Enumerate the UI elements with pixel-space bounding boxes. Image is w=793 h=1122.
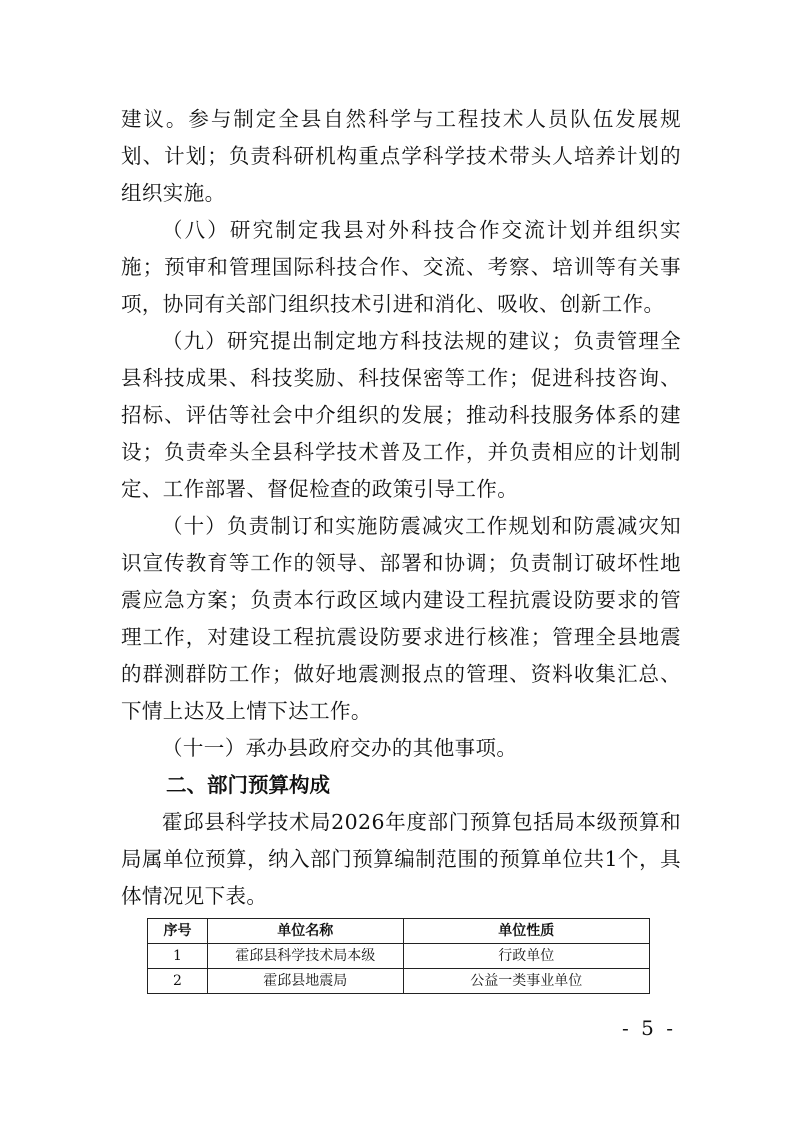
budget-units-table <box>147 918 650 994</box>
cell-index: 1 <box>148 944 208 969</box>
section-heading: 二、部门预算构成 <box>166 773 330 797</box>
paragraph-item-10: （十）负责制订和实施防震减灾工作规划和防震减灾知识宣传教育等工作的领导、部署和协调；负责制订破坏性地震应急方案；负责本行政区域内建设工程抗震设防要求的管理工作，对建设工程抗震设防要求进行核准；管理全县地震的群测群防工作；做好地震测报点的管理、资料收集汇总、下情上达及上情下达工作。 <box>121 514 681 723</box>
cell-unit-name: 霍邱县地震局 <box>207 969 403 994</box>
intro-paragraph: 霍邱县科学技术局2026年度部门预算包括局本级预算和局属单位预算，纳入部门预算编制范围的预算单位共1个，具体情况见下表。 <box>121 810 681 908</box>
paragraph-item-11: （十一）承办县政府交办的其他事项。 <box>162 736 518 760</box>
page-number: - 5 - <box>622 1016 676 1040</box>
header-unit-name: 单位名称 <box>207 919 403 944</box>
cell-unit-name: 霍邱县科学技术局本级 <box>207 944 403 969</box>
cell-unit-type: 公益一类事业单位 <box>403 969 650 994</box>
paragraph-item-8: （八）研究制定我县对外科技合作交流计划并组织实施；预审和管理国际科技合作、交流、考察、培训等有关事项，协同有关部门组织技术引进和消化、吸收、创新工作。 <box>121 218 681 316</box>
cell-unit-type: 行政单位 <box>403 944 650 969</box>
table-row <box>148 944 650 969</box>
cell-index: 2 <box>148 969 208 994</box>
paragraph-item-9: （九）研究提出制定地方科技法规的建议；负责管理全县科技成果、科技奖励、科技保密等工作；促进科技咨询、招标、评估等社会中介组织的发展；推动科技服务体系的建设；负责牵头全县科学技术普及工作，并负责相应的计划制定、工作部署、督促检查的政策引导工作。 <box>121 329 681 501</box>
header-index: 序号 <box>148 919 208 944</box>
paragraph-continuation: 建议。参与制定全县自然科学与工程技术人员队伍发展规划、计划；负责科研机构重点学科学技术带头人培养计划的组织实施。 <box>121 107 681 205</box>
table-header-row <box>148 919 650 944</box>
table-row <box>148 969 650 994</box>
header-unit-type: 单位性质 <box>403 919 650 944</box>
